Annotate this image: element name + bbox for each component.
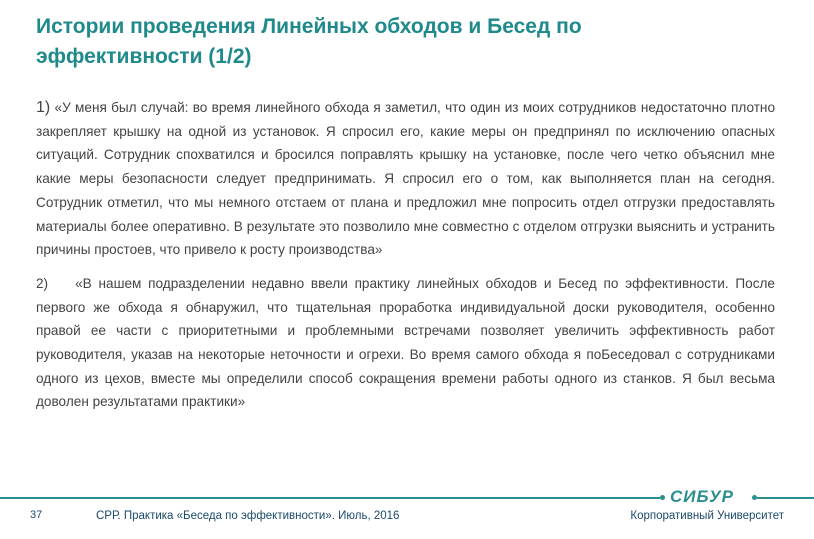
page-number: 37	[30, 509, 43, 521]
footer-university: Корпоративный Университет	[630, 510, 784, 522]
story-text: «В нашем подразделении недавно ввели практику линейных обходов и Бесед по эффективности. После первого же обхода я обнаружил, что тщательная проработка индивидуальной доски руководителя, особенно правой ее части с приоритетными и проблемными встречами позволяет увеличить эффективность работ руководителя, указав на некоторые неточности и огрехи. Во время самого обхода я поБеседовал с сотрудниками одного из цехов, вместе мы определили способ сокращения времени работы одного из станков. Я был весьма доволен результатами практики»	[36, 275, 775, 410]
story-text: «У меня был случай: во время линейного обхода я заметил, что один из моих сотрудников недостаточно плотно закрепляет крышку на одной из установок. Я спросил его, какие меры он предпринял по исключению опасных ситуаций. Сотрудник спохватился и бросился поправлять крышку на установке, после чего четко объяснил мне какие меры безопасности следует предпринимать. Я спросил его о том, как выполняется план на сегодня. Сотрудник отметил, что мы немного отстаем от плана и предложил мне попросить отдел отгрузки предоставлять материалы более оперативно. В результате это позволило мне совместно с отделом отгрузки выяснить и устранить причины простоев, что привело к росту производства»	[36, 100, 776, 258]
footer-dot	[660, 495, 665, 500]
footer-divider	[0, 497, 660, 499]
story-number: 2)	[36, 275, 49, 291]
story-1	[36, 96, 775, 262]
story-number: 1)	[36, 99, 51, 116]
sibur-logo: СИБУР	[670, 487, 734, 506]
slide-title: Истории проведения Линейных обходов и Бесед по эффективности (1/2)	[36, 15, 582, 68]
slide-body	[36, 96, 775, 424]
story-2	[36, 272, 775, 414]
footer-divider	[757, 497, 814, 499]
footer-caption: СРР. Практика «Беседа по эффективности». Июль, 2016	[96, 510, 400, 522]
